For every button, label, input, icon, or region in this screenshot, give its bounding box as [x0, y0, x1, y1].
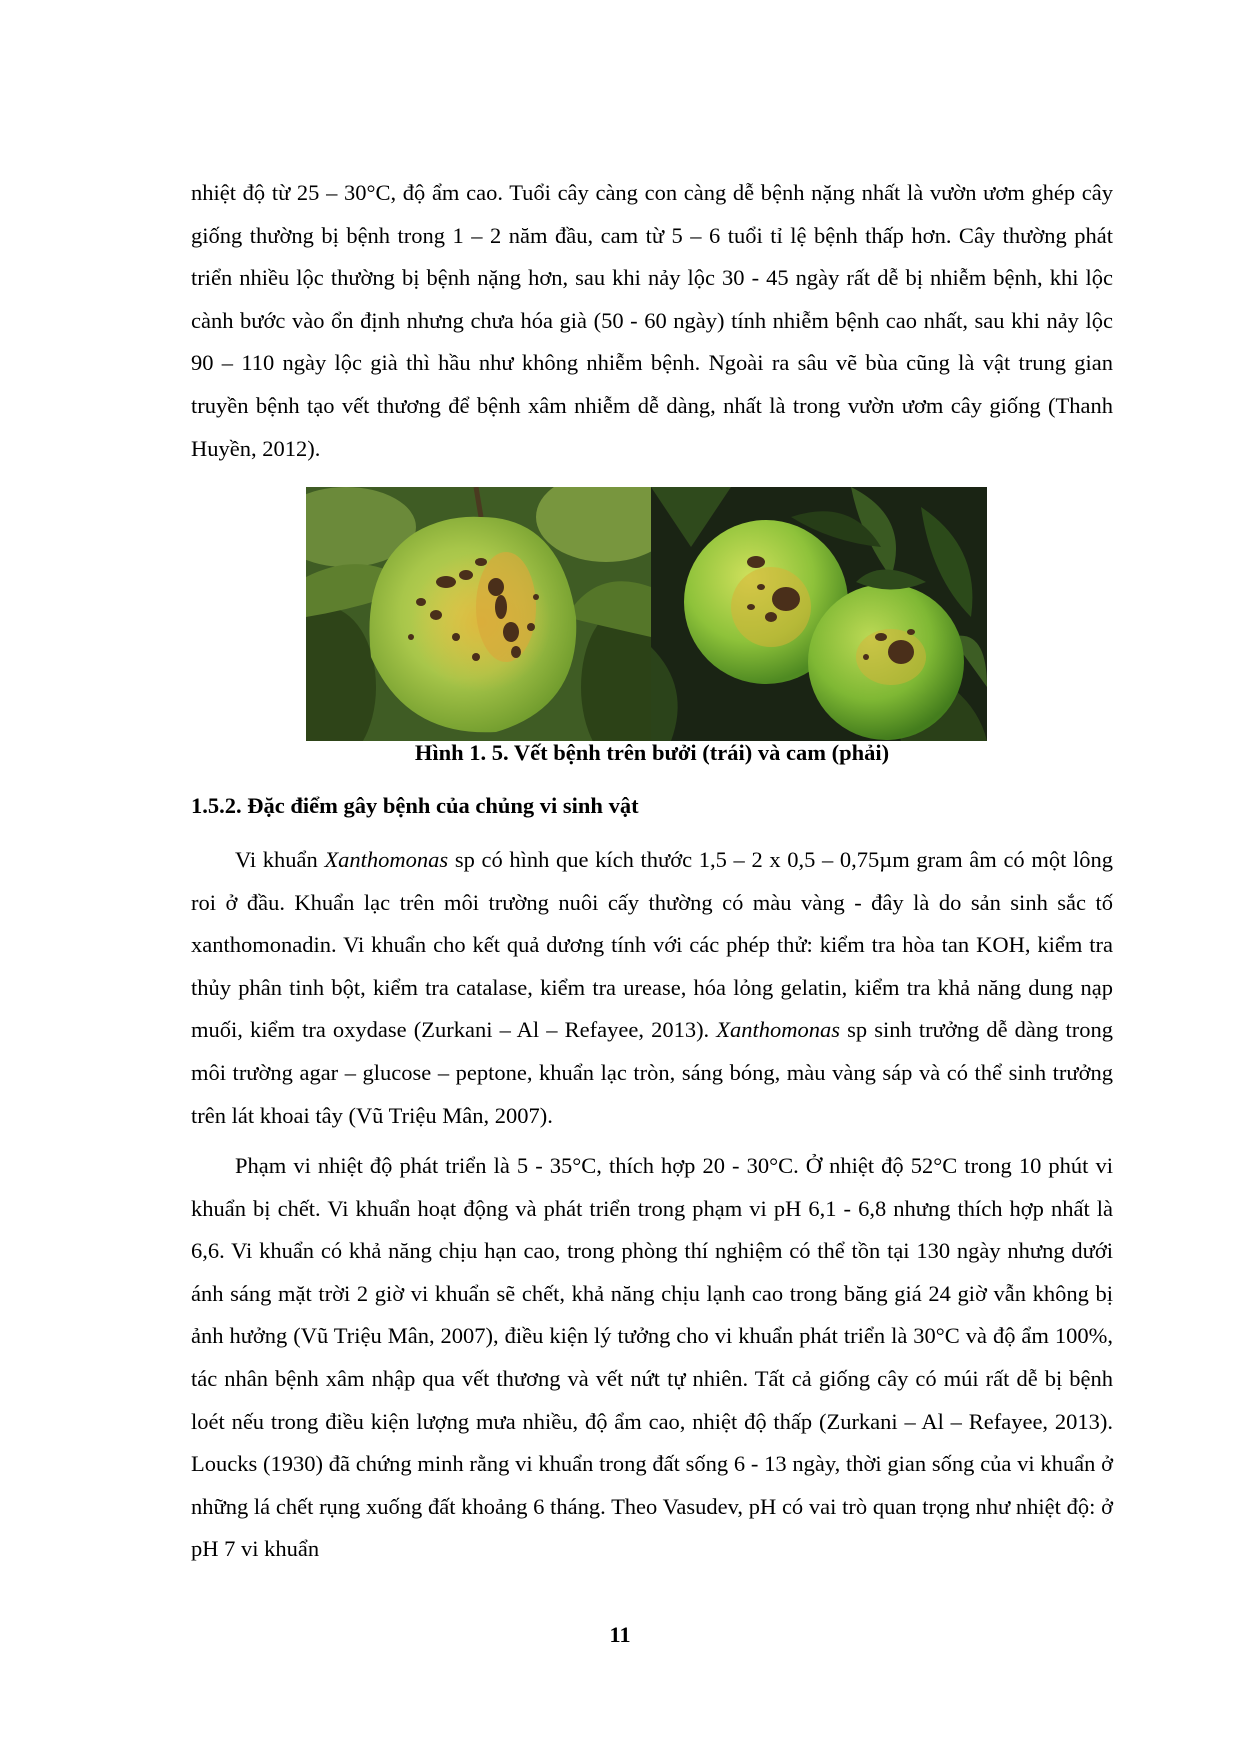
paragraph-xanthomonas-description: Vi khuẩn Xanthomonas sp có hình que kích thước 1,5 – 2 x 0,5 – 0,75µm gram âm có một lông roi ở đầu. Khuẩn lạc trên môi trường nuôi cấy thường có màu vàng - đây là do sản sinh sắc tố xanthomonadin. Vi khuẩn cho kết quả dương tính với các phép thử: kiểm tra hòa tan KOH, kiểm tra thủy phân tinh bột, kiểm tra catalase, kiểm tra urease, hóa lỏng gelatin, kiểm tra khả năng dung nạp muối, kiểm tra oxydase (Zurkani – Al – Refayee, 2013). Xanthomonas sp sinh trưởng dễ dàng trong môi trường agar – glucose – peptone, khuẩn lạc tròn, sáng bóng, màu vàng sáp và có thể sinh trưởng trên lát khoai tây (Vũ Triệu Mân, 2007). — [191, 847, 1113, 1128]
paragraph-temperature-conditions: nhiệt độ từ 25 – 30°C, độ ẩm cao. Tuổi cây càng con càng dễ bệnh nặng nhất là vườn ươm ghép cây giống thường bị bệnh trong 1 – 2 năm đầu, cam từ 5 – 6 tuổi tỉ lệ bệnh thấp hơn. Cây thường phát triển nhiều lộc thường bị bệnh nặng hơn, sau khi nảy lộc 30 - 45 ngày rất dễ bị nhiễm bệnh, khi lộc cành bước vào ổn định nhưng chưa hóa già (50 - 60 ngày) tính nhiễm bệnh cao nhất, sau khi nảy lộc 90 – 110 ngày lộc già thì hầu như không nhiễm bệnh. Ngoài ra sâu vẽ bùa cũng là vật trung gian truyền bệnh tạo vết thương để bệnh xâm nhiễm dễ dàng, nhất là trong vườn ươm cây giống (Thanh Huyền, 2012). — [191, 180, 1113, 461]
figure-caption: Hình 1. 5. Vết bệnh trên bưởi (trái) và cam (phải) — [414, 740, 890, 765]
paragraph-growth-conditions: Phạm vi nhiệt độ phát triển là 5 - 35°C, thích hợp 20 - 30°C. Ở nhiệt độ 52°C trong 10 phút vi khuẩn bị chết. Vi khuẩn hoạt động và phát triển trong phạm vi pH 6,1 - 6,8 nhưng thích hợp nhất là 6,6. Vi khuẩn có khả năng chịu hạn cao, trong phòng thí nghiệm có thể tồn tại 130 ngày nhưng dưới ánh sáng mặt trời 2 giờ vi khuẩn sẽ chết, khả năng chịu lạnh cao trong băng giá 24 giờ vẫn không bị ảnh hưởng (Vũ Triệu Mân, 2007), điều kiện lý tưởng cho vi khuẩn phát triển là 30°C và độ ẩm 100%, tác nhân bệnh xâm nhập qua vết thương và vết nứt tự nhiên. Tất cả giống cây có múi rất dễ bị bệnh loét nếu trong điều kiện lượng mưa nhiều, độ ẩm cao, nhiệt độ thấp (Zurkani – Al – Refayee, 2013). Loucks (1930) đã chứng minh rằng vi khuẩn trong đất sống 6 - 13 ngày, thời gian sống của vi khuẩn ở những lá chết rụng xuống đất khoảng 6 tháng. Theo Vasudev, pH có vai trò quan trọng như nhiệt độ: ở pH 7 vi khuẩn — [191, 1153, 1113, 1562]
species-name: Xanthomonas — [716, 1017, 841, 1043]
photo-oranges — [651, 487, 987, 741]
page-number: 11 — [609, 1622, 631, 1647]
figure-canker-lesions — [306, 487, 987, 741]
species-name: Xanthomonas — [324, 847, 449, 872]
photo-pomelo — [306, 487, 651, 741]
section-heading: 1.5.2. Đặc điểm gây bệnh của chủng vi sinh vật — [191, 793, 639, 818]
